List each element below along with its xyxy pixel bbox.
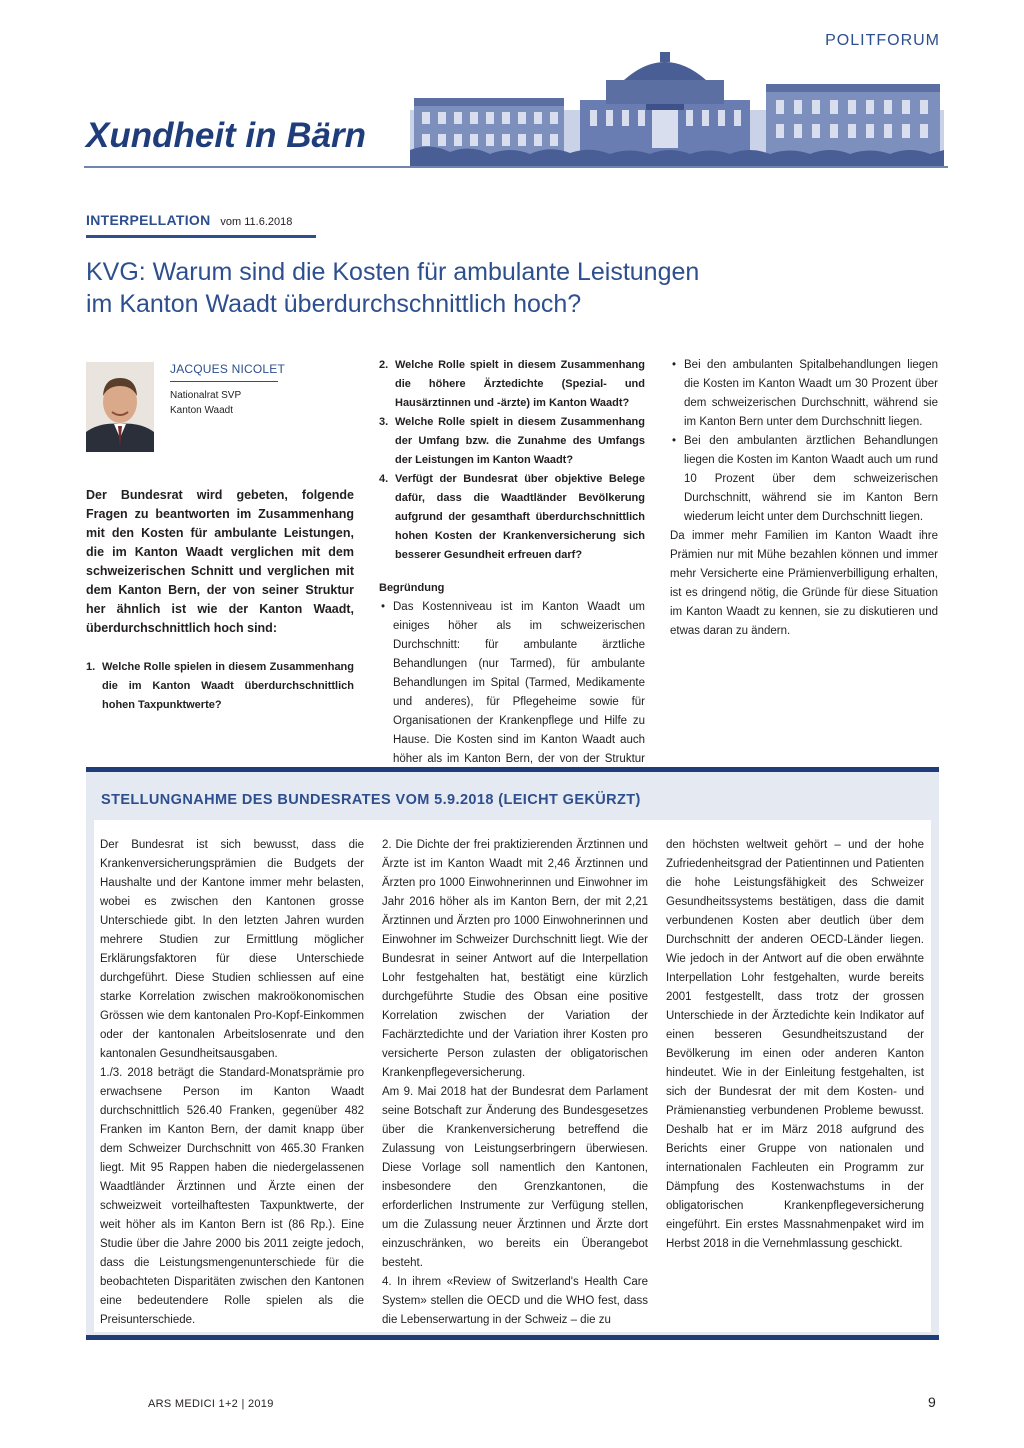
bullet-icon: •: [381, 601, 386, 613]
headline-line-2: im Kanton Waadt überdurchschnittlich hoch?: [86, 290, 582, 318]
federal-palace-illustration: [410, 50, 944, 166]
question-list-2: [379, 356, 645, 565]
interpellation-heading: [86, 212, 292, 228]
reason-bullet: [670, 432, 938, 527]
statement-panel: [94, 820, 931, 1332]
article-headline: [86, 256, 826, 320]
question-item: [379, 356, 645, 413]
question-item: [379, 470, 645, 565]
interpellation-rule: [86, 235, 316, 238]
masthead-title: Xundheit in Bärn: [86, 116, 366, 155]
author-role: [170, 388, 241, 418]
statement-column-3: [666, 836, 924, 1254]
statement-paragraph: Am 9. Mai 2018 hat der Bundesrat dem Parlament seine Botschaft zur Änderung des Bundesgesetzes über die Krankenversicherung betreffend die Zulassung von Leistungserbringern überwiesen. Diese Vorlage soll namentlich den Kantonen, insbesondere den Grenzkantonen, die erforderlichen Instrumente zur Verfügung stellen, um die Zulassung neuer Ärztinnen und Ärzte dort einzuschränken, wo bereits ein Überangebot besteht.: [382, 1086, 648, 1269]
reason-bullet-text: Das Kostenniveau ist im Kanton Waadt um einiges höher als im schweizerischen Durchschnitt: für ambulante ärztliche Behandlungen (nur Tarmed), für ambulante Behandlungen im Spital (Tarmed, Medikamente und anderes), für Pflegeheime sowie für Organisationen der Krankenpflege und Hilfe zu Hause. Die Kosten sind im Kanton Waadt auch höher als im Kanton Bern, der von der Struktur: [393, 601, 645, 765]
reason-heading: Begründung: [379, 582, 445, 594]
question-number: 1.: [86, 661, 96, 673]
headline-line-1: KVG: Warum sind die Kosten für ambulante Leistungen: [86, 258, 700, 286]
article-column-1: [86, 486, 354, 715]
statement-box: [86, 767, 939, 1340]
reason-bullets-2: [670, 356, 938, 527]
question-number: 4.: [379, 473, 389, 485]
question-text: Verfügt der Bundesrat über objektive Belege dafür, dass die Waadtländer Bevölkerung aufgrund der gesamthaft überdurchschnittlich hohen Kosten der Krankenversicherung sich besserer Gesundheit erfreuen darf?: [395, 473, 645, 561]
footer-journal: ARS MEDICI 1+2 | 2019: [148, 1398, 274, 1410]
question-list-1: [86, 658, 354, 715]
reason-bullet: [670, 356, 938, 432]
author-rule: [170, 381, 278, 382]
statement-paragraph: Der Bundesrat ist sich bewusst, dass die Krankenversicherungsprämien die Budgets der Haushalte und der Kantone immer mehr belasten, wobei es zwischen den Kantonen grosse Unterschiede gibt. In den letzten Jahren wurden mehrere Studien zur Ermittlung möglicher Erklärungsfaktoren für diese Unterschiede durchgeführt. Diese Studien schliessen auf eine starke Korrelation zwischen makroökonomischen Grössen wie dem kantonalen Pro-Kopf-Einkommen oder der kantonalen Arbeitslosenrate und den kantonalen Gesundheitsausgaben.: [100, 839, 364, 1060]
section-label: POLITFORUM: [825, 32, 940, 49]
masthead: [84, 50, 948, 168]
statement-paragraph: 4. In ihrem «Review of Switzerland's Health Care System» stellen die OECD und die WHO fest, dass die Lebenserwartung in der Schweiz – die zu: [382, 1276, 648, 1326]
reason-bullet-text: Bei den ambulanten Spitalbehandlungen liegen die Kosten im Kanton Waadt um 30 Prozent über dem schweizerischen Durchschnitt, während sie im Kanton Bern unter dem Durchschnitt liegen.: [684, 359, 938, 428]
question-text: Welche Rolle spielt in diesem Zusammenhang die höhere Ärztedichte (Spezial- und Hausärztinnen und -ärzte) im Kanton Waadt?: [395, 359, 645, 409]
reason-bullet: [379, 598, 645, 788]
page-number: 9: [928, 1394, 936, 1410]
reason-bullets-1: [379, 598, 645, 788]
question-text: Welche Rolle spielt in diesem Zusammenhang der Umfang bzw. die Zunahme des Umfangs der Leistungen im Kanton Waadt?: [395, 416, 645, 466]
article-column-2: [379, 356, 645, 788]
article-closing: Da immer mehr Familien im Kanton Waadt ihre Prämien nur mit Mühe bezahlen können und immer mehr Versicherte eine Prämienverbilligung erhalten, ist es dringend nötig, die Gründe für diese Situation im Kanton Waadt zu kennen, sie zu diskutieren und etwas daran zu ändern.: [670, 530, 938, 637]
portrait-icon: [86, 362, 154, 452]
author-role-line-2: Kanton Waadt: [170, 405, 234, 416]
statement-title: STELLUNGNAHME DES BUNDESRATES VOM 5.9.2018 (LEICHT GEKÜRZT): [101, 792, 641, 808]
question-number: 2.: [379, 359, 389, 371]
statement-paragraph: den höchsten weltweit gehört – und der hohe Zufriedenheitsgrad der Patientinnen und Patienten die hohe Leistungsfähigkeit des Schweizer Gesundheitssystems bestätigen, dass die damit verbundenen Kosten aber deutlich über dem Durchschnitt der anderen OECD-Länder liegen. Wie jedoch in der Antwort auf die oben erwähnte Interpellation Lohr festgehalten, wurde bereits 2001 festgestellt, dass trotz der grossen Unterschiede in der Ärztedichte kein Indikator auf einen besseren Gesundheitszustand der Bevölkerung im einen oder anderen Kanton hindeutet. Wie in der Einleitung festgehalten, ist sich der Bundesrat der mit dem Kosten- und Prämienanstieg verbundenen Probleme bewusst. Deshalb hat er im März 2018 aufgrund des Berichts einer Gruppe von nationalen und internationalen Fachleuten ein Programm zur Dämpfung des Kostenwachstums in der obligatorischen Krankenpflegeversicherung eingeführt. Ein erstes Massnahmenpaket wird im Herbst 2018 in die Vernehmlassung geschickt.: [666, 839, 924, 1250]
author-role-line-1: Nationalrat SVP: [170, 390, 242, 401]
statement-paragraph: 2. Die Dichte der frei praktizierenden Ärztinnen und Ärzte ist im Kanton Waadt mit 2,46 Ärztinnen und Ärzten pro 1000 Einwohnerinnen und Einwohner im Jahr 2016 höher als im Kanton Bern, der mit 2,21 Ärztinnen und Ärzten pro 1000 Einwohnerinnen und Einwohner im Schweizer Durchschnitt liegt. Wie der Bundesrat in seiner Antwort auf die Interpellation Lohr festgehalten hat, bestätigt eine kürzlich durchgeführte Studie des Obsan eine positive Korrelation zwischen der Variation der Fachärztedichte und der Variation ihrer Kosten pro versicherte Person zulasten der obligatorischen Krankenpflegeversicherung.: [382, 839, 648, 1079]
masthead-rule: [84, 166, 948, 168]
article-column-3: [670, 356, 938, 740]
statement-paragraph: 1./3. 2018 beträgt die Standard-Monatsprämie pro erwachsene Person im Kanton Waadt durchschnittlich 526.40 Franken, gegenüber 482 Franken im Kanton Bern, der damit knapp über dem Schweizer Durchschnitt von 465.30 Franken liegt. Mit 95 Rappen haben die niedergelassenen Waadtländer Ärztinnen und Ärzte einen der schweizweit vorteilhaftesten Taxpunktwerte, der weit höher als im Kanton Bern ist (86 Rp.). Eine Studie über die Jahre 2000 bis 2011 zeigte jedoch, dass die Leistungsmengenunterschiede für die beobachteten Disparitäten zwischen den Kantonen eine bedeutendere Rolle spielen als die Preisunterschiede.: [100, 1067, 364, 1326]
question-item: [86, 658, 354, 715]
question-text: Welche Rolle spielen in diesem Zusammenhang die im Kanton Waadt überdurchschnittlich hohen Taxpunktwerte?: [102, 661, 354, 711]
article-lead: Der Bundesrat wird gebeten, folgende Fragen zu beantworten im Zusammenhang mit den Kosten für ambulante Leistungen, die im Kanton Waadt verglichen mit dem schweizerischen Schnitt und verglichen mit dem Kanton Bern, der von seiner Struktur her ähnlich ist wie der Kanton Waadt, überdurchschnittlich hoch sind:: [86, 488, 354, 635]
reason-bullet-text: Bei den ambulanten ärztlichen Behandlungen liegen die Kosten im Kanton Waadt auch um rund 10 Prozent über dem schweizerischen Durchschnitt, während sie im Kanton Bern wiederum leicht unter dem Durchschnitt liegen.: [684, 435, 938, 523]
statement-column-1: [100, 836, 364, 1330]
bullet-icon: •: [672, 359, 677, 371]
question-number: 3.: [379, 416, 389, 428]
statement-column-2: [382, 836, 648, 1330]
bullet-icon: •: [672, 435, 677, 447]
author-photo: [86, 362, 154, 452]
interpellation-label: INTERPELLATION: [86, 212, 211, 228]
interpellation-date: vom 11.6.2018: [220, 216, 293, 228]
question-item: [379, 413, 645, 470]
author-name: JACQUES NICOLET: [170, 362, 286, 376]
